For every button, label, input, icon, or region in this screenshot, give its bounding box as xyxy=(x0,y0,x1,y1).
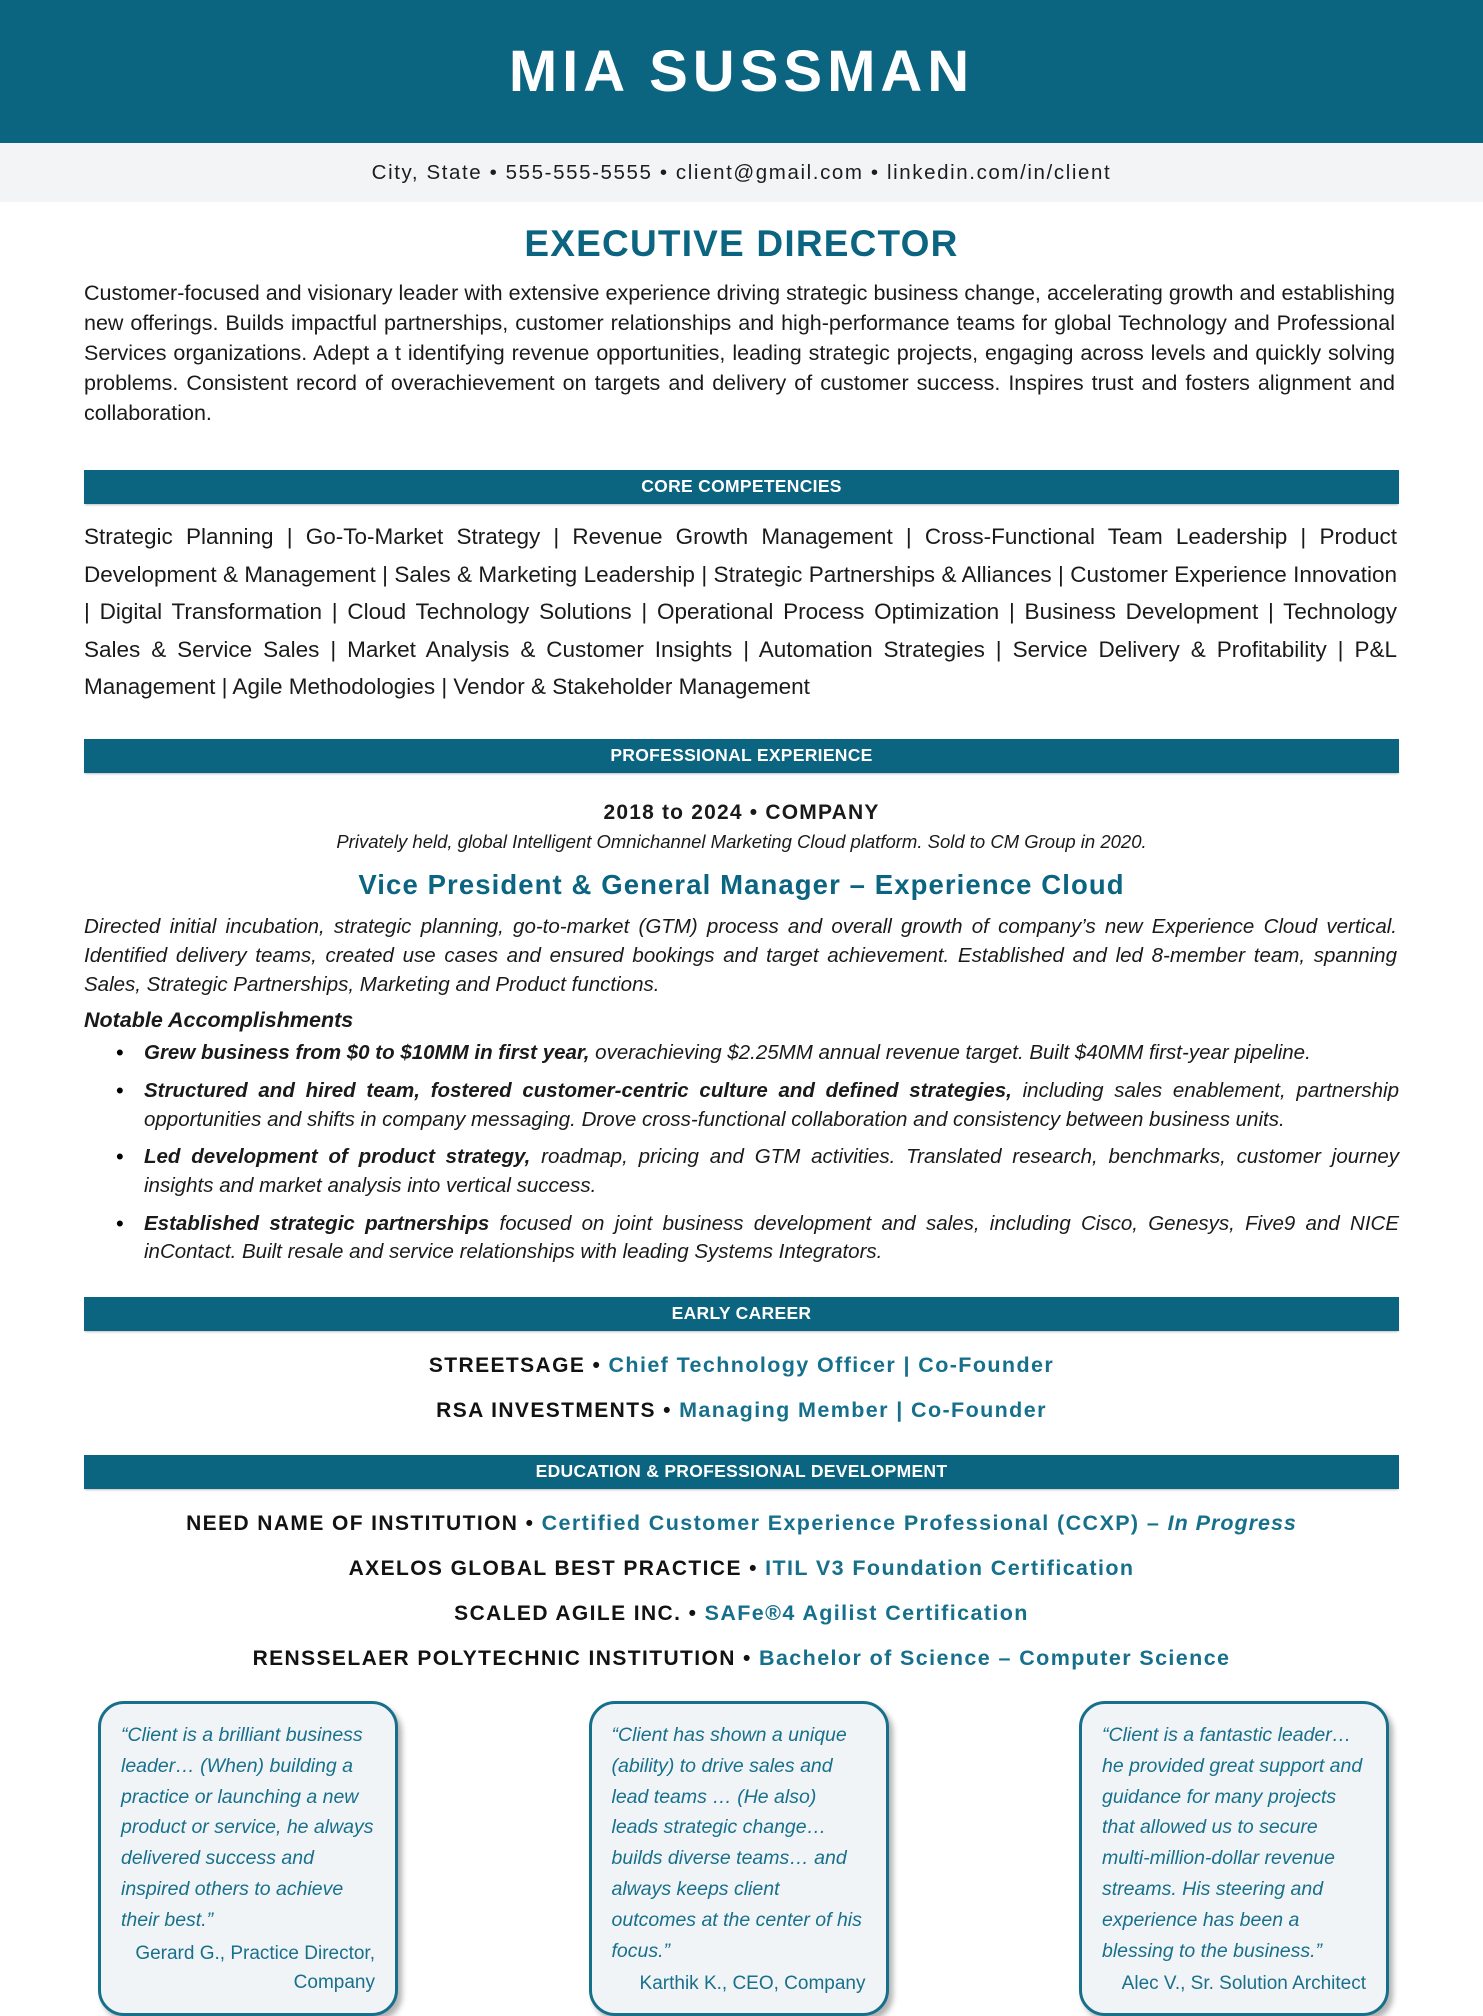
early-career-role: Chief Technology Officer | Co-Founder xyxy=(608,1353,1055,1378)
separator-bullet: • xyxy=(681,1602,705,1626)
education-credential-status: In Progress xyxy=(1167,1511,1297,1536)
core-competencies-text: Strategic Planning | Go-To-Market Strategy | Revenue Growth Management | Cross-Functional Team Leadership | Product Development & Management | Sales & Marketing Leadership | Strategic Partnerships & Alliances | Customer Experience Innovation | Digital Transformation | Cloud Technology Solutions | Operational Process Optimization | Business Development | Technology Sales & Service Sales | Market Analysis & Customer Insights | Automation Strategies | Service Delivery & Profitability | P&L Management | Agile Methodologies | Vendor & Stakeholder Management xyxy=(84,524,1397,699)
testimonial-attribution: Karthik K., CEO, Company xyxy=(639,1973,866,1995)
testimonial-card xyxy=(589,1701,889,2016)
separator-bullet: • xyxy=(735,1647,760,1671)
testimonial-quote: “Client has shown a unique (ability) to drive sales and lead teams … (He also) leads strategic change… builds diverse teams… and always keeps client outcomes at the center of his focus.” xyxy=(611,1724,862,1962)
accomplishment-lead: Grew business from $0 to $10MM in first year, xyxy=(144,1041,590,1065)
page-title: EXECUTIVE DIRECTOR xyxy=(524,223,959,264)
section-header-professional-experience: PROFESSIONAL EXPERIENCE xyxy=(84,739,1399,773)
education-credential: Certified Customer Experience Professional (CCXP) – xyxy=(541,1511,1168,1536)
section-header-core-competencies: CORE COMPETENCIES xyxy=(84,470,1399,504)
contact-line: City, State • 555-555-5555 • client@gmail.com • linkedin.com/in/client xyxy=(371,160,1112,184)
education-credential: Bachelor of Science – Computer Science xyxy=(759,1646,1231,1671)
accomplishment-lead: Led development of product strategy, xyxy=(144,1145,531,1169)
education-credential: ITIL V3 Foundation Certification xyxy=(765,1556,1135,1581)
list-item xyxy=(124,1039,1399,1068)
early-career-entry xyxy=(84,1353,1399,1378)
testimonial-attribution: Alec V., Sr. Solution Architect xyxy=(1121,1973,1366,1995)
professional-summary: Customer-focused and visionary leader with extensive experience driving strategic business change, accelerating growth and establishing new offerings. Builds impactful partnerships, customer relationships and high-performance teams for global Technology and Professional Services organizations. Adept a t identifying revenue opportunities, leading strategic projects, engaging across levels and quickly solving problems. Consistent record of overachievement on targets and delivery of customer success. Inspires trust and fosters alignment and collaboration. xyxy=(84,281,1395,426)
education-entry xyxy=(84,1601,1399,1626)
early-career-org: RSA INVESTMENTS xyxy=(436,1399,656,1423)
section-header-education: EDUCATION & PROFESSIONAL DEVELOPMENT xyxy=(84,1455,1399,1489)
education-org: AXELOS GLOBAL BEST PRACTICE xyxy=(348,1557,742,1581)
list-item xyxy=(124,1077,1399,1134)
education-org: RENSSELAER POLYTECHNIC INSTITUTION xyxy=(252,1647,736,1671)
experience-job-title: Vice President & General Manager – Experience Cloud xyxy=(358,869,1125,901)
header-contact-band xyxy=(0,143,1483,203)
experience-job-description: Directed initial incubation, strategic planning, go-to-market (GTM) process and overall growth of company’s new Experience Cloud vertical. Identified delivery teams, created use cases and ensured bookings and target achievement. Established and led 8-member team, spanning Sales, Strategic Partnerships, Marketing and Product functions. xyxy=(84,915,1397,996)
testimonials-row xyxy=(84,1701,1399,2016)
separator-bullet: • xyxy=(655,1399,680,1423)
resume-body xyxy=(0,223,1483,2016)
separator-bullet: • xyxy=(585,1354,609,1378)
notable-accomplishments-heading: Notable Accomplishments xyxy=(84,1008,354,1033)
early-career-role: Managing Member | Co-Founder xyxy=(679,1398,1047,1423)
accomplishments-list xyxy=(84,1039,1399,1267)
testimonial-card xyxy=(1079,1701,1389,2016)
experience-dates-company: 2018 to 2024 • COMPANY xyxy=(603,801,880,825)
education-org: SCALED AGILE INC. xyxy=(454,1602,682,1626)
accomplishment-body: focused on joint business development and sales, including Cisco, Genesys, Five9 and NICE inContact. Built resale and service relationships with leading Systems Integrators. xyxy=(144,1211,1399,1264)
education-entry xyxy=(84,1646,1399,1671)
accomplishment-body: including sales enablement, partnership opportunities and shifts in company messaging. Drove cross-functional collaboration and consistency between business units. xyxy=(144,1078,1399,1131)
early-career-entry xyxy=(84,1398,1399,1423)
early-career-org: STREETSAGE xyxy=(428,1354,586,1378)
header-name-band xyxy=(0,0,1483,143)
accomplishment-lead: Structured and hired team, fostered customer-centric culture and defined strategies, xyxy=(144,1078,1012,1102)
education-credential: SAFe®4 Agilist Certification xyxy=(704,1601,1029,1626)
accomplishment-lead: Established strategic partnerships xyxy=(144,1211,490,1235)
testimonial-quote: “Client is a fantastic leader… he provided great support and guidance for many projects that allowed us to secure multi-million-dollar revenue streams. His steering and experience has been a blessing to the business.” xyxy=(1102,1724,1363,1962)
testimonial-quote: “Client is a brilliant business leader… (When) building a practice or launching a new product or service, he always delivered success and inspired others to achieve their best.” xyxy=(121,1724,374,1931)
testimonial-card xyxy=(98,1701,398,2016)
separator-bullet: • xyxy=(518,1512,542,1536)
accomplishment-body: overachieving $2.25MM annual revenue target. Built $40MM first-year pipeline. xyxy=(589,1041,1311,1065)
experience-company-description: Privately held, global Intelligent Omnichannel Marketing Cloud platform. Sold to CM Group in 2020. xyxy=(336,831,1147,853)
list-item xyxy=(124,1210,1399,1267)
section-header-early-career: EARLY CAREER xyxy=(84,1297,1399,1331)
education-org: NEED NAME OF INSTITUTION xyxy=(186,1512,519,1536)
testimonial-attribution: Gerard G., Practice Director, Company xyxy=(135,1942,375,1994)
list-item xyxy=(124,1143,1399,1200)
accomplishment-body: roadmap, pricing and GTM activities. Translated research, benchmarks, customer journey insights and market analysis into vertical success. xyxy=(144,1145,1399,1197)
education-entry xyxy=(84,1556,1399,1581)
education-entry xyxy=(84,1511,1399,1536)
candidate-name: MIA SUSSMAN xyxy=(508,38,975,104)
separator-bullet: • xyxy=(741,1557,766,1581)
